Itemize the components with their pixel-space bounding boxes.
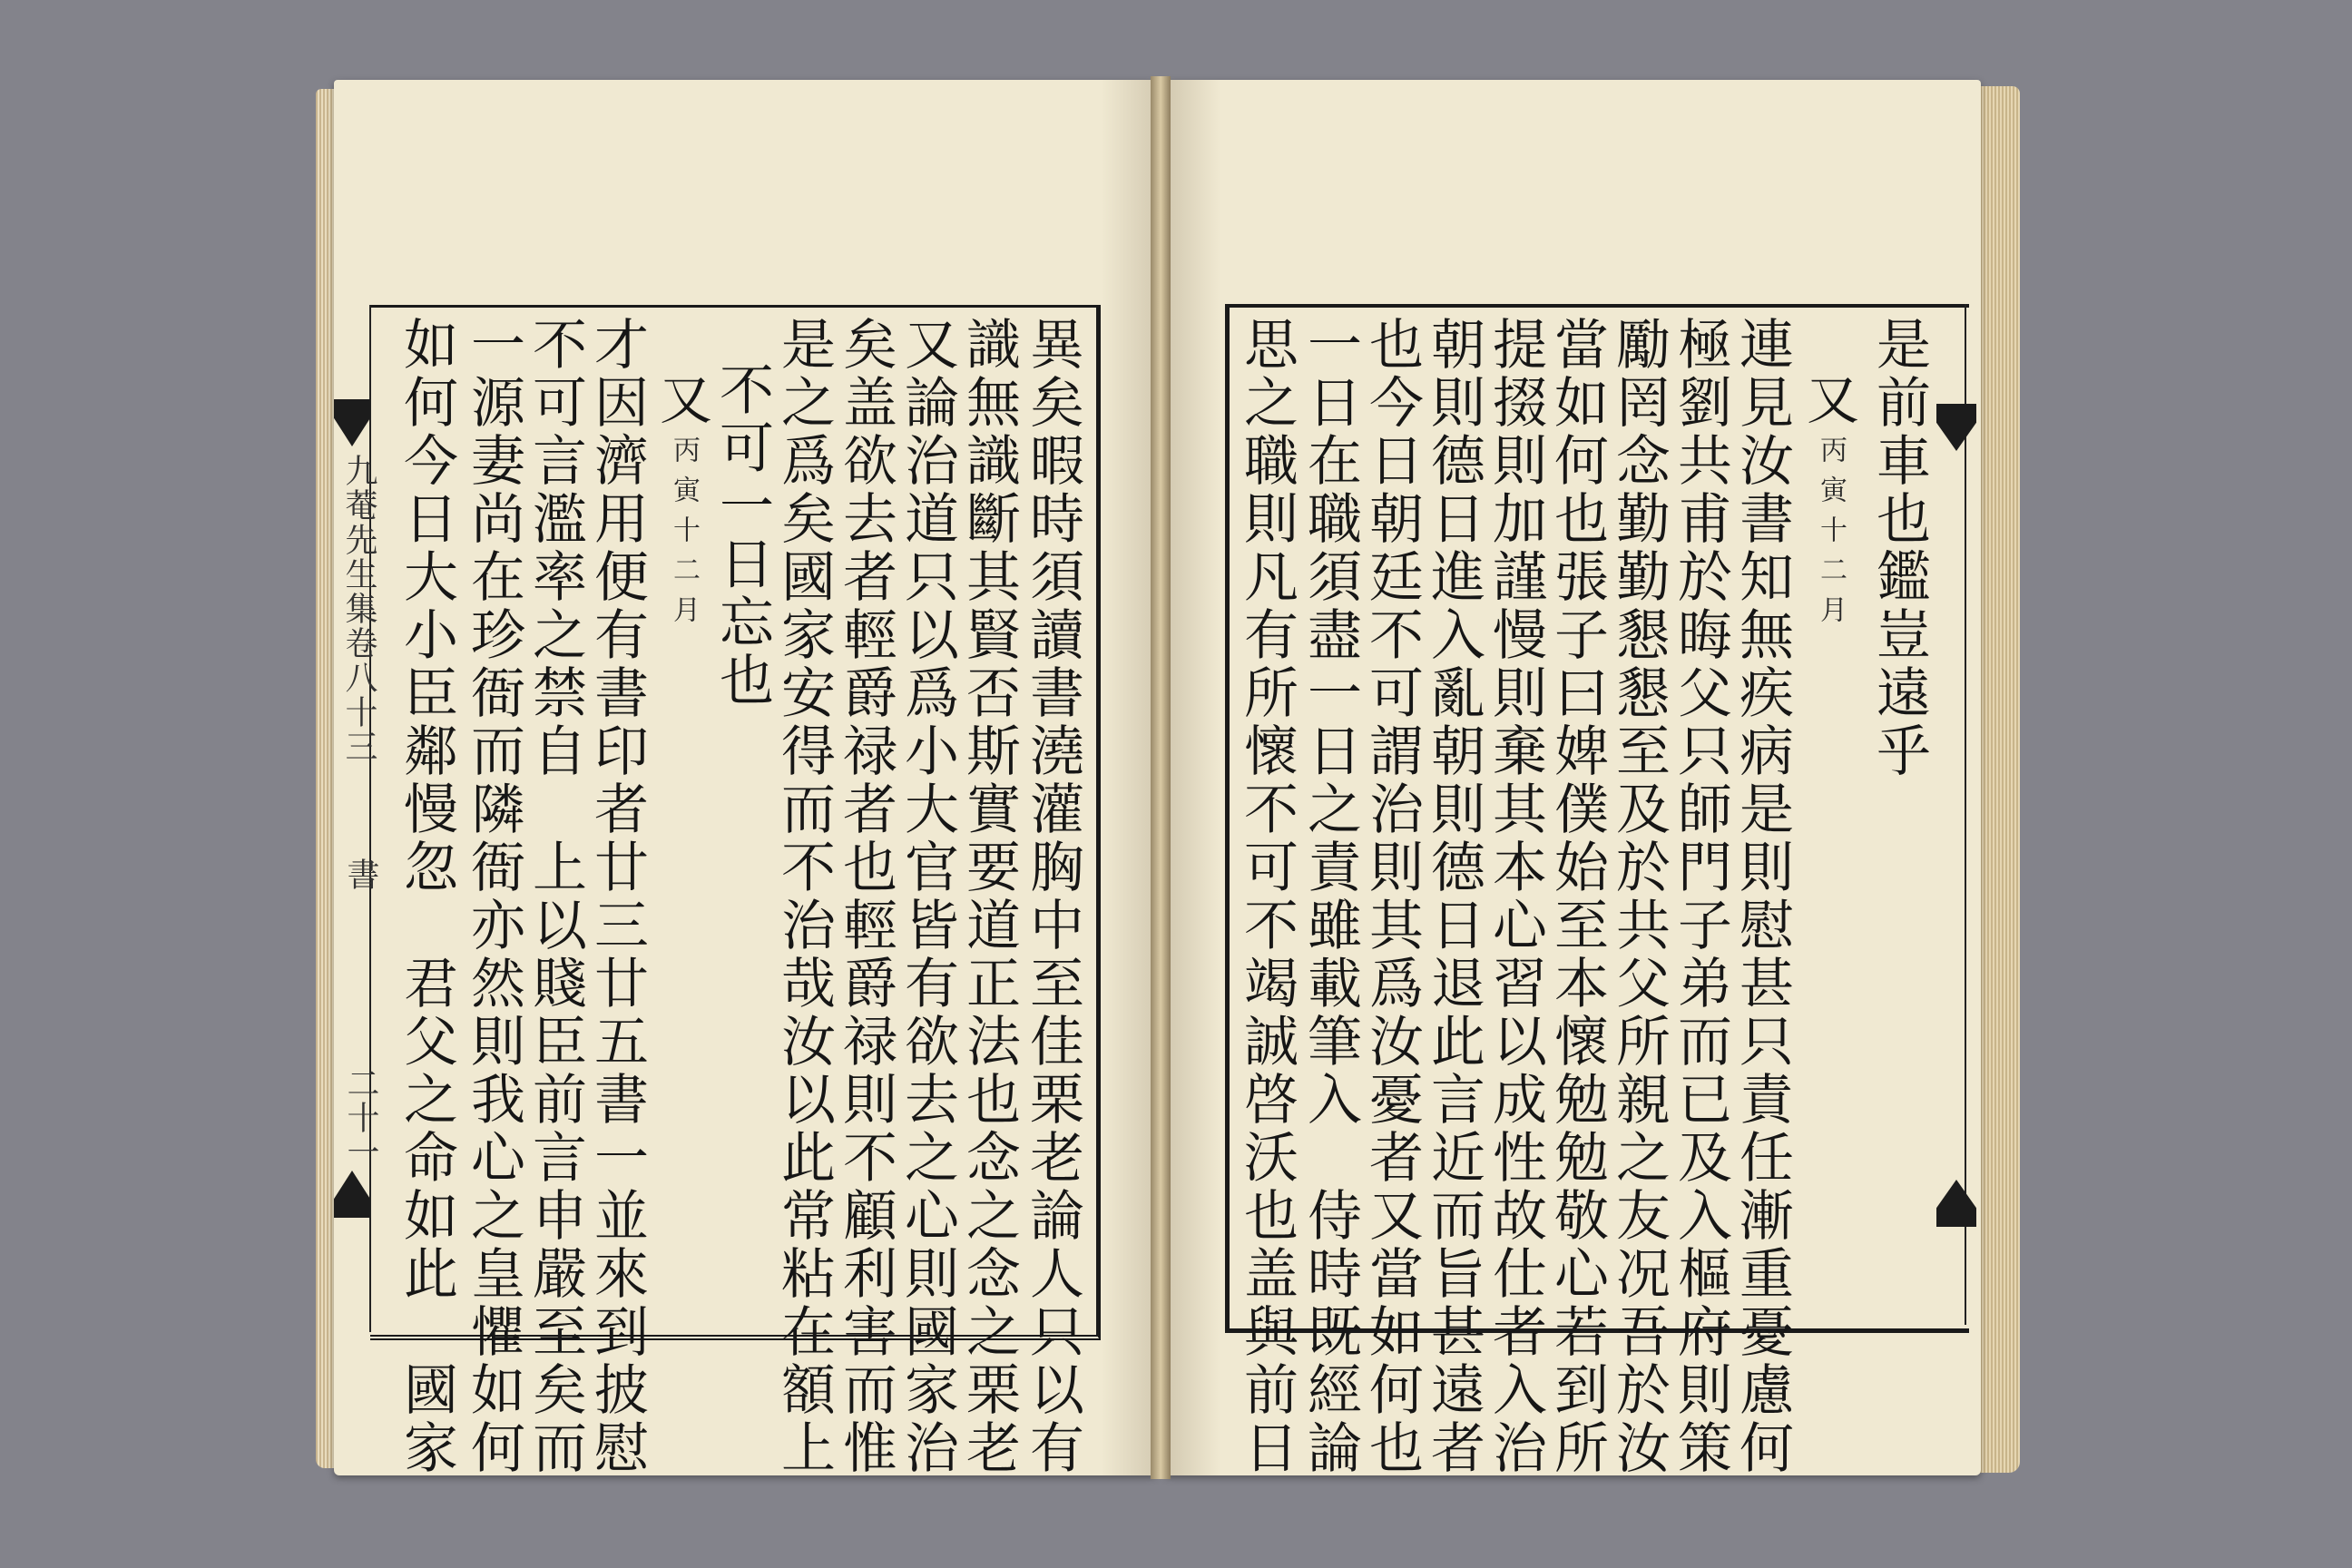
folio-number: 二十一 (342, 1066, 379, 1170)
letter-heading: 又 (651, 372, 712, 428)
text-column: 連見汝書知無疾病是則慰甚只責任漸重憂慮何 (1730, 316, 1794, 1477)
text-column: 如何今日大小臣鄰慢忽 君父之命如此 國家 (395, 316, 458, 1477)
book-gutter (1151, 76, 1171, 1479)
text-column: 是前車也鑑豈遠乎 (1867, 316, 1931, 780)
text-column: 也今日朝廷不可謂治則其爲汝憂者又當如何也 (1360, 316, 1424, 1477)
text-column: 不可一日忘也 (710, 361, 774, 710)
text-column: 是之爲矣國家安得而不治哉汝以此常粘在額上 (772, 316, 836, 1477)
text-column: 極劉共甫於晦父只師門子弟而已及入樞府則策 (1669, 316, 1732, 1477)
letter-date: 丙寅十二月 (1815, 436, 1847, 635)
text-column: 又論治道只以爲小大官皆有欲去之心則國家治 (896, 316, 959, 1477)
text-column: 朝則德日進入亂朝則德日退此言近而旨甚遠者 (1422, 316, 1485, 1477)
text-column: 一源妻尚在珍衙而隣衙亦然則我心之皇懼如何 (462, 316, 525, 1477)
text-column: 一日在職須盡一日之責雖載筆入 侍時既經論 (1298, 316, 1362, 1477)
text-column: 當如何也張子曰婢僕始至本懷勉勉敬心若到所 (1545, 316, 1609, 1477)
text-column: 異矣暇時須讀書澆灌胸中至佳栗老論人只以有 (1021, 316, 1084, 1477)
right-center-column (1965, 304, 1994, 1325)
text-column: 識無識斷其賢否斯實要道正法也念之念之栗老 (957, 316, 1021, 1477)
book-title: 九菴先生集卷八十三 (340, 454, 377, 764)
text-column: 矣盖欲去者輕爵禄者也輕爵禄則不顧利害而惟 (834, 316, 897, 1477)
letter-heading: 又 (1798, 372, 1859, 428)
text-column: 不可言濫率之禁自 上以賤臣前言申嚴至矣而 (524, 316, 587, 1477)
text-column: 才因濟用便有書印者廿三廿五書一並來到披慰 (585, 316, 649, 1477)
letter-date: 丙寅十二月 (668, 436, 700, 635)
text-column: 提掇則加謹慢則棄其本心習以成性故仕者入治 (1484, 316, 1547, 1477)
text-column: 思之職則凡有所懷不可不竭誠啓沃也盖與前日 (1235, 316, 1298, 1477)
text-column: 勵罔念勤勤懇懇至及於共父所親之友况吾於汝 (1607, 316, 1671, 1477)
section-label: 書 (342, 858, 379, 892)
